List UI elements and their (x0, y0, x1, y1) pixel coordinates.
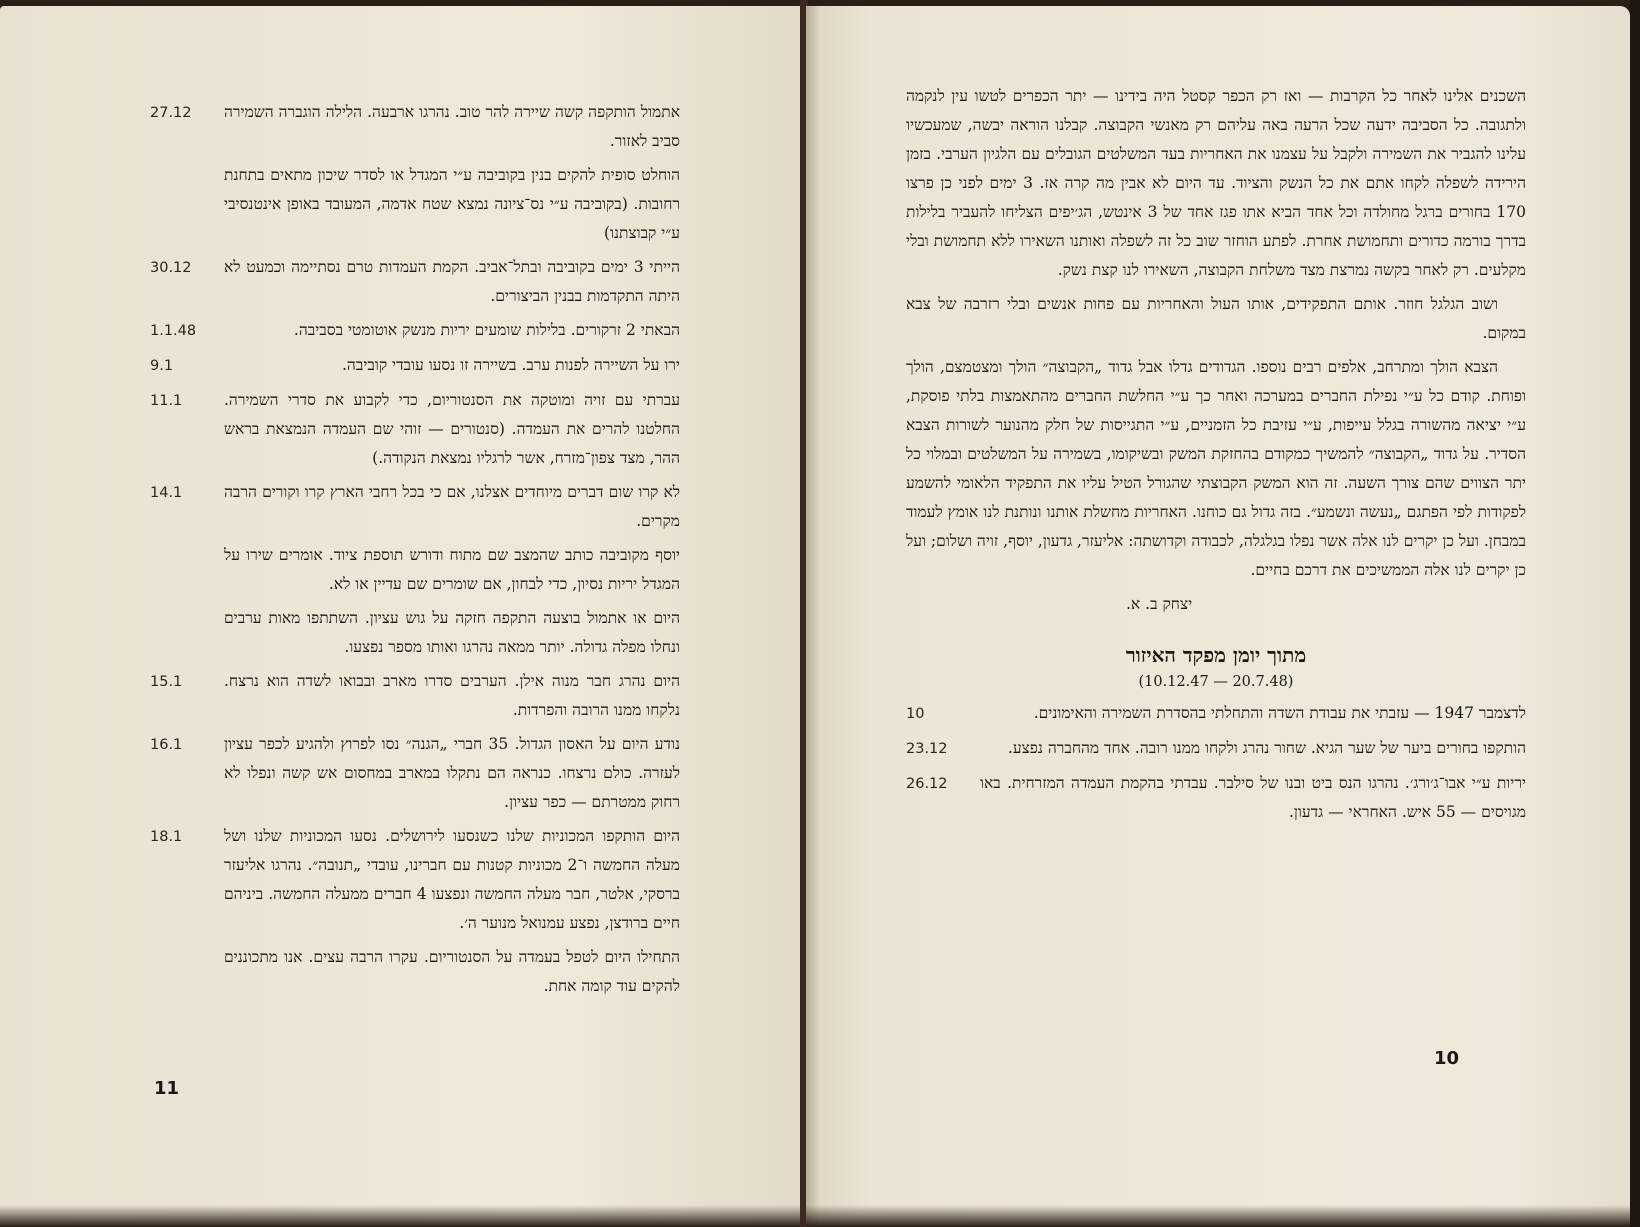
entry-date (150, 943, 224, 1001)
entry-text: הוחלט סופית להקים בנין בקוביבה ע״י המגדל או לסדר שיכון מתאים בתחנת רחובות. (בקוביבה ע״י נס־ציונה נמצא שטח אדמה, המעובד באופן אינטנסיבי ע״י קבוצתנו) (224, 166, 680, 242)
page-number: 11 (154, 1078, 180, 1099)
entry-date (150, 541, 224, 599)
entry-date: 30.12 (150, 260, 192, 276)
entry-date: 9.1 (150, 358, 174, 374)
entry-text: היום או אתמול בוצעה התקפה חזקה על גוש עציון. השתתפו מאות ערבים ונחלו מפלה גדולה. יותר ממאה נהרגו ואותו מספר נפצעו. (224, 609, 680, 656)
diary-entry (150, 604, 680, 662)
diary-entry (906, 699, 1526, 729)
page-number: 10 (1434, 1048, 1460, 1069)
diary-entry (150, 478, 680, 536)
entry-date: 11.1 (150, 393, 183, 409)
paragraph: ושוב הגלגל חוזר. אותם התפקידים, אותו העול והאחריות עם פחות אנשים ובלי רזרבה של צבא במקום. (906, 295, 1526, 342)
entry-date: 14.1 (150, 485, 183, 501)
entry-text: אתמול הותקפה קשה שיירה להר טוב. נהרגו ארבעה. הלילה הוגברה השמירה סביב לאזור. (224, 103, 680, 150)
entry-text: יוסף מקוביבה כותב שהמצב שם מתוח ודורש תוספת ציוד. אומרים שירו על המגדל יריות נסיון, כדי לבחון, אם שומרים שם עדיין או לא. (224, 546, 680, 593)
diary-entry (150, 541, 680, 599)
entry-text: היום הותקפו המכוניות שלנו כשנסעו לירושלים. נסעו המכוניות שלנו ושל מעלה החמשה ו־2 מכוניות קטנות עם חברינו, עובדי „תנובה״. נהרגו אליעזר ברסקי, אלטר, חבר מעלה החמשה ונפצעו 4 חברים ממעלה החמשה. ביניהם חיים ברודצן, נפצע עמנואל מנוער ה׳. (224, 827, 680, 932)
diary-entry (906, 769, 1526, 827)
diary-entry (150, 316, 680, 346)
diary-entries (906, 699, 1526, 827)
page-edge-shadow (806, 1205, 1630, 1227)
diary-entry (150, 386, 680, 473)
background-edge (1630, 0, 1640, 1227)
entry-text: יריות ע״י אבו־ג׳ורג׳. נהרגו הנס ביט ובנו של סילבר. עבדתי בהקמת העמדה המזרחית. באו מגויסים — 55 איש. האחראי — גדעון. (980, 774, 1526, 821)
entry-text: היום נהרג חבר מנוה אילן. הערבים סדרו מארב ובבואו לשדה הוא נרצח. נלקחו ממנו הרובה והפרדות. (224, 672, 680, 719)
signature: יצחק ב. א. (1126, 595, 1193, 613)
entry-date: 10 (906, 706, 925, 722)
diary-entry (150, 351, 680, 381)
left-column (150, 98, 680, 1006)
entry-date: 27.12 (150, 105, 192, 121)
diary-entry (150, 822, 680, 938)
diary-entry (150, 667, 680, 725)
entry-date: 26.12 (906, 776, 948, 792)
entry-date: 23.12 (906, 741, 948, 757)
section-title: מתוך יומן מפקד האיזור (1125, 643, 1307, 667)
diary-entry (150, 730, 680, 817)
entry-date (150, 161, 224, 248)
entry-date: 16.1 (150, 737, 183, 753)
entry-date: 1.1.48 (150, 323, 197, 339)
entry-date (150, 604, 224, 662)
entry-text: הייתי 3 ימים בקוביבה ובתל־אביב. הקמת העמדות טרם נסתיימה וכמעט לא היתה התקדמות בבנין הביצורים. (224, 258, 680, 305)
diary-entry (150, 253, 680, 311)
entry-text: עברתי עם זויה ומוטקה את הסנטוריום, כדי לקבוע את סדרי השמירה. החלטנו להרים את העמדה. (סנטורים — זוהי שם העמדה הנמצאת בראש ההר, מצד צפון־מזרח, אשר לרגליו נמצאת הנקודה.) (224, 391, 680, 467)
paragraph: הצבא הולך ומתרחב, אלפים רבים נוספו. הגדודים גדלו אבל גדוד „הקבוצה״ הולך ומצטמצם, הולך ופוחת. קודם כל ע״י נפילת החברים במערכה ואחר כך ע״י החלשת החברים מהתאמצות בלתי פוסקת, ע״י יציאה מהשורה בגלל עייפות, ע״י עזיבת כל הזמניים, ע״י התגייסות של חלק מהנוער לשורות הצבא הסדיר. על גדוד „הקבוצה״ להמשיך כמקודם בהחזקת המשק ובשיקומו, בשמירה על המשלטים ובמלוי כל יתר הצווים שהם צורך השעה. זה הוא המשק הקבוצתי שהגורל הטיל עליו את התפקיד הלאומי להשמע לפקודות לפי הפתגם „נעשה ונשמע״. בזה גדול גם כוחנו. האחריות מחשלת אותנו ונותנת לנו אומץ לעמוד במבחן. ועל כן יקרים לנו אלה אשר נפלו בגלגלה, לכבודה וקדושתה: אליעזר, גדעון, יוסף, זויה ושלום; ועל כן יקרים לנו אלה הממשיכים את דרכם בחיים. (906, 358, 1526, 579)
entry-text: התחילו היום לטפל בעמדה על הסנטוריום. עקרו הרבה עצים. אנו מתכוננים להקים עוד קומה אחת. (224, 948, 680, 995)
entry-date: 15.1 (150, 674, 183, 690)
diary-entry (906, 734, 1526, 764)
section-date-range: (10.12.47 — 20.7.48) (1138, 674, 1294, 690)
right-page (806, 6, 1630, 1227)
page-edge-shadow (0, 1205, 802, 1227)
entry-text: לא קרו שום דברים מיוחדים אצלנו, אם כי בכל רחבי הארץ קרו וקורים הרבה מקרים. (224, 483, 680, 530)
paragraph: השכנים אלינו לאחר כל הקרבות — ואז רק הכפר קסטל היה בידינו — יתר הכפרים לטשו עין לנקמה ולתגובה. כל הסביבה ידעה שכל הרעה באה עליהם רק מאנשי הקבוצה. קבלנו הוראה יבשה, שמעכשיו עלינו להגביר את השמירה ולקבל על עצמנו את האחריות בעד המשלטים הגובלים עם הלגיון הערבי. בזמן הירידה לשפלה לקחו אתם את כל הנשק והציוד. עד היום לא אבין מה קרה אז. 3 ימים לפני כן פרצו 170 בחורים ברגל מחולדה וכל אחד הביא אתו פגז אחד של 3 אינטש, הג׳יפים הצליחו להעביר בלילות בדרך בורמה כדורים ותחמושת אחרת. לפתע הוחזר שוב כל זה לשפלה ואותנו השאירו ללא תחמושת ובלי מקלעים. רק לאחר בקשה נמרצת מצד משלחת הקבוצה, השאירו לנו קצת נשק. (906, 87, 1527, 279)
page-crease (806, 6, 820, 1227)
entry-text: הותקפו בחורים ביער של שער הגיא. שחור נהרג ולקחו ממנו רובה. אחד מהחברה נפצע. (1007, 739, 1526, 757)
entry-text: לדצמבר 1947 — עזבתי את עבודת השדה והתחלתי בהסדרת השמירה והאימונים. (1033, 704, 1526, 722)
entry-text: ירו על השיירה לפנות ערב. בשיירה זו נסעו עובדי קוביבה. (342, 356, 680, 374)
diary-entry (150, 98, 680, 156)
left-page (0, 6, 802, 1227)
entry-text: נודע היום על האסון הגדול. 35 חברי „הגנה״ נסו לפרוץ ולהגיע לכפר עציון לעזרה. כולם נרצחו. כנראה הם נתקלו במארב במחסום אש קשה ונפלו לא רחוק ממטרתם — כפר עציון. (224, 735, 680, 811)
diary-entry (150, 161, 680, 248)
entry-date: 18.1 (150, 829, 183, 845)
diary-entry (150, 943, 680, 1001)
right-column (906, 82, 1526, 832)
entry-text: הבאתי 2 זרקורים. בלילות שומעים יריות מנשק אוטומטי בסביבה. (293, 321, 680, 339)
